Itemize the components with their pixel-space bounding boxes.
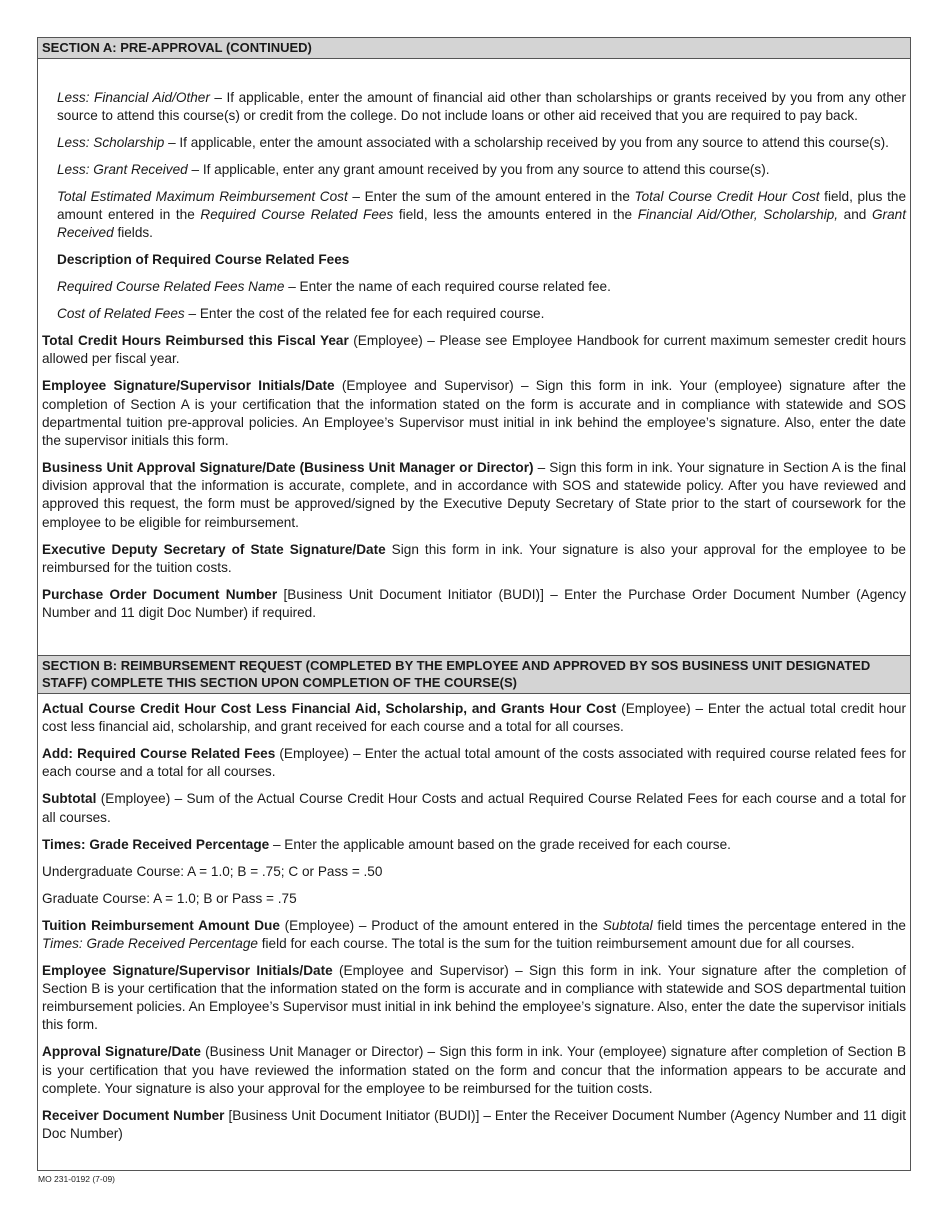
instruction-item: Less: Scholarship – If applicable, enter the amount associated with a scholarship received by you from any source to attend this course(s). — [57, 134, 889, 150]
instruction-item: Required Course Related Fees Name – Enter the name of each required course related fee. — [57, 279, 611, 295]
instruction-item: Add: Required Course Related Fees (Employee) – Enter the actual total amount of the costs associated with required course related fees for each course and a total for all courses. — [42, 746, 907, 780]
instruction-item-tuition-due: Tuition Reimbursement Amount Due (Employee) – Product of the amount entered in the Subtotal field times the percentage entered in the Times: Grade Received Percentage field for each course. The total is the sum for the tuition reimbursement amount due for all courses. — [42, 917, 906, 951]
section-a-body — [38, 59, 910, 655]
instruction-item: Less: Grant Received – If applicable, enter any grant amount received by you from any source to attend this course(s). — [57, 161, 770, 177]
section-b-header: SECTION B: REIMBURSEMENT REQUEST (COMPLETED BY THE EMPLOYEE AND APPROVED BY SOS BUSINESS UNIT DESIGNATED STAFF) COMPLETE THIS SECTION UPON COMPLETION OF THE COURSE(S) — [38, 655, 910, 694]
instruction-item: Times: Grade Received Percentage – Enter the applicable amount based on the grade received for each course. — [42, 836, 731, 852]
section-spacer — [42, 631, 906, 655]
fees-heading: Description of Required Course Related Fees — [57, 252, 350, 268]
instruction-item-total-estimated: Total Estimated Maximum Reimbursement Cost – Enter the sum of the amount entered in the Total Course Credit Hour Cost field, plus the amount entered in the Required Course Related Fees field, less the amounts entered in the Financial Aid/Other, Scholarship, and Grant Received fields. — [57, 188, 906, 241]
instruction-item: Business Unit Approval Signature/Date (Business Unit Manager or Director) – Sign this form in ink. Your signature in Section A is the final division approval that the information is accurate, complete, and in accordance with SOS and statewide policy. After you have reviewed and approved this request, the form must be approved/signed by the Executive Deputy Secretary of State prior to the start of coursework for the employee to be eligible for reimbursement. — [42, 459, 907, 530]
instruction-item: Approval Signature/Date (Business Unit Manager or Director) – Sign this form in ink. Your (employee) signature after completion of Section B is your certification that you have reviewed the information stated on the form and concur that the information appears to be accurate and complete. Your signature is also your approval for the employee to be reimbursed for the tuition costs. — [42, 1044, 907, 1096]
instruction-item: Executive Deputy Secretary of State Signature/Date Sign this form in ink. Your signature is also your approval for the employee to be reimbursed for the tuition costs. — [42, 541, 906, 575]
instruction-item: Employee Signature/Supervisor Initials/Date (Employee and Supervisor) – Sign this form in ink. Your signature after the completion of Section B is your certification that the information stated on the form is accurate and in compliance with statewide and SOS departmental tuition reimbursement policies. An Employee’s Supervisor must initial in ink behind the employee’s signature. Also, enter the date the supervisor initials this form. — [42, 962, 906, 1033]
section-b-body — [38, 694, 910, 1143]
form-number: MO 231-0192 (7-09) — [38, 1174, 116, 1184]
undergraduate-scale: Undergraduate Course: A = 1.0; B = .75; C or Pass = .50 — [42, 863, 383, 879]
instruction-item: Cost of Related Fees – Enter the cost of the related fee for each required course. — [57, 306, 545, 322]
instruction-item: Actual Course Credit Hour Cost Less Financial Aid, Scholarship, and Grants Hour Cost (Employee) – Enter the actual total credit hour cost less financial aid, scholarship, and grant received for each course and a total for all courses. — [42, 700, 906, 735]
instruction-item: Total Credit Hours Reimbursed this Fiscal Year (Employee) – Please see Employee Handbook for current maximum semester credit hours allowed per fiscal year. — [42, 333, 906, 367]
instruction-form — [37, 37, 911, 1171]
instruction-item: Subtotal (Employee) – Sum of the Actual Course Credit Hour Costs and actual Required Course Related Fees for each course and a total for all courses. — [42, 791, 906, 825]
graduate-scale: Graduate Course: A = 1.0; B or Pass = .75 — [42, 890, 297, 906]
section-a-header: SECTION A: PRE-APPROVAL (CONTINUED) — [38, 38, 910, 59]
instruction-item: Less: Financial Aid/Other – If applicable, enter the amount of financial aid other than scholarships or grants received by you from any other source to attend this course(s) or credit from the college. Do not include loans or other aid received that you are required to pay back. — [57, 89, 906, 123]
instruction-item: Employee Signature/Supervisor Initials/Date (Employee and Supervisor) – Sign this form in ink. Your (employee) signature after the completion of Section A is your certification that the information stated on the form is accurate and in compliance with statewide and SOS departmental tuition pre-approval policies. An Employee’s Supervisor must initial in ink behind the employee’s signature. Also, enter the date the supervisor initials this form. — [42, 378, 906, 448]
instruction-item: Receiver Document Number [Business Unit Document Initiator (BUDI)] – Enter the Receiver Document Number (Agency Number and 11 digit Doc Number) — [42, 1107, 907, 1141]
instruction-item: Purchase Order Document Number [Business Unit Document Initiator (BUDI)] – Enter the Purchase Order Document Number (Agency Number and 11 digit Doc Number) if required. — [42, 586, 906, 620]
